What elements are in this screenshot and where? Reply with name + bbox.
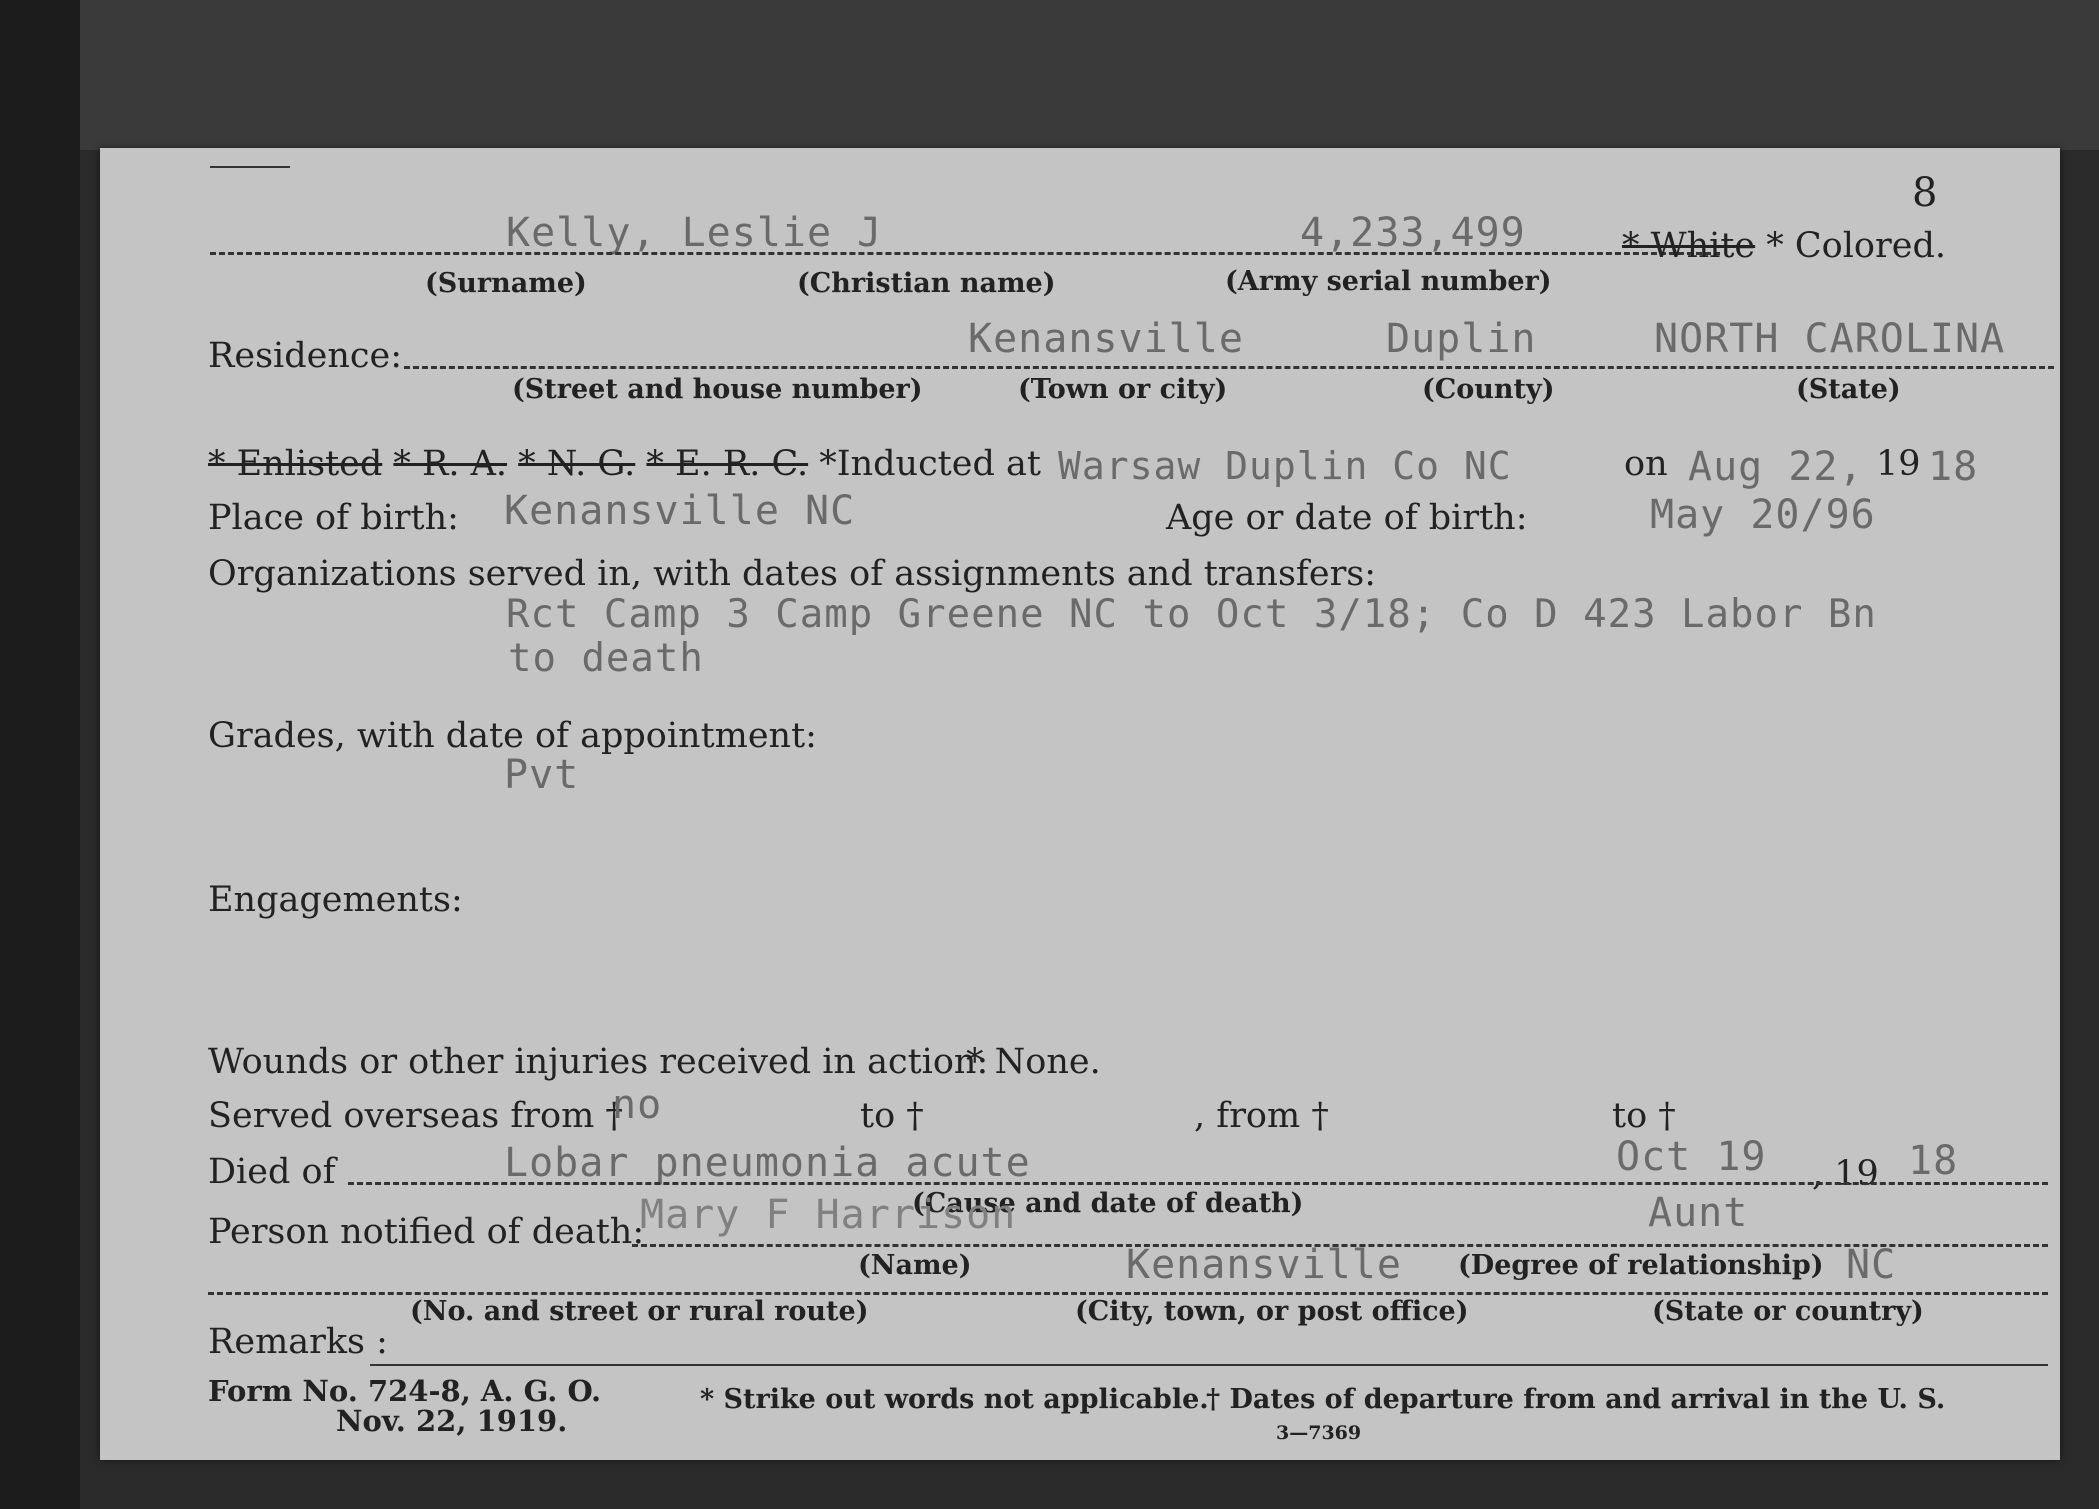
serial-caption: (Army serial number) bbox=[1225, 266, 1552, 297]
town-caption: (Town or city) bbox=[1018, 374, 1228, 405]
death-caption: (Cause and date of death) bbox=[912, 1188, 1304, 1219]
induction-year: 18 bbox=[1928, 444, 1979, 490]
address-city-caption: (City, town, or post office) bbox=[1075, 1296, 1469, 1327]
death-year: 18 bbox=[1908, 1138, 1959, 1184]
notified-state: NC bbox=[1846, 1242, 1897, 1288]
colored-label: * Colored. bbox=[1766, 226, 1946, 266]
scan-backdrop-left bbox=[0, 0, 80, 1509]
died-label: Died of bbox=[208, 1152, 336, 1192]
residence-state: NORTH CAROLINA bbox=[1654, 316, 2006, 362]
page-number: 8 bbox=[1912, 170, 1938, 216]
service-record-card bbox=[100, 148, 2060, 1460]
inducted-place: Warsaw Duplin Co NC bbox=[1058, 444, 1512, 488]
death-date: Oct 19 bbox=[1616, 1134, 1767, 1180]
overseas-to2-label: to † bbox=[1612, 1096, 1676, 1136]
residence-line bbox=[404, 366, 2054, 369]
county-caption: (County) bbox=[1422, 374, 1555, 405]
grades-label: Grades, with date of appointment: bbox=[208, 716, 817, 756]
residence-label: Residence: bbox=[208, 336, 402, 376]
wounds-value: * None. bbox=[966, 1042, 1101, 1082]
state-caption: (State) bbox=[1796, 374, 1901, 405]
strike-note: * Strike out words not applicable. bbox=[700, 1384, 1209, 1415]
print-code: 3—7369 bbox=[1276, 1422, 1362, 1444]
race-options bbox=[1622, 226, 1946, 266]
enlisted-label: * Enlisted bbox=[208, 444, 383, 484]
ra-label: * R. A. bbox=[393, 444, 508, 484]
corner-mark bbox=[210, 166, 290, 168]
white-label: * White bbox=[1622, 226, 1756, 266]
street-caption: (Street and house number) bbox=[512, 374, 923, 405]
form-number: Form No. 724-8, A. G. O. bbox=[208, 1374, 602, 1408]
christian-caption: (Christian name) bbox=[797, 268, 1056, 299]
notified-relationship: Aunt bbox=[1648, 1190, 1749, 1236]
induction-year-prefix: 19 bbox=[1876, 444, 1921, 484]
relationship-caption: (Degree of relationship) bbox=[1458, 1250, 1824, 1281]
enlistment-options bbox=[208, 444, 1041, 484]
notified-label: Person notified of death: bbox=[208, 1212, 645, 1252]
remarks-line bbox=[370, 1364, 2048, 1366]
notified-name: Mary F Harrison bbox=[640, 1192, 1017, 1238]
address-street-caption: (No. and street or rural route) bbox=[410, 1296, 869, 1327]
overseas-value: no bbox=[612, 1082, 663, 1128]
induction-date: Aug 22, bbox=[1688, 444, 1864, 490]
address-line bbox=[208, 1292, 2048, 1295]
engagements-label: Engagements: bbox=[208, 880, 463, 920]
death-line bbox=[348, 1182, 2048, 1185]
surname-caption: (Surname) bbox=[425, 268, 587, 299]
address-state-caption: (State or country) bbox=[1652, 1296, 1924, 1327]
organizations-line2: to death bbox=[508, 636, 704, 681]
birth-place: Kenansville NC bbox=[504, 488, 856, 534]
overseas-label: Served overseas from † bbox=[208, 1096, 623, 1136]
remarks-label: Remarks : bbox=[208, 1322, 388, 1362]
serial-typed: 4,233,499 bbox=[1300, 210, 1526, 256]
notified-name-caption: (Name) bbox=[858, 1250, 972, 1281]
inducted-label: *Inducted at bbox=[819, 444, 1041, 484]
wounds-label: Wounds or other injuries received in action: bbox=[208, 1042, 989, 1082]
overseas-from-label: , from † bbox=[1194, 1096, 1329, 1136]
name-line bbox=[210, 252, 1720, 255]
notified-city: Kenansville bbox=[1126, 1242, 1402, 1288]
ng-label: * N. G. bbox=[518, 444, 636, 484]
residence-county: Duplin bbox=[1386, 316, 1537, 362]
birth-date: May 20/96 bbox=[1650, 492, 1876, 538]
form-date: Nov. 22, 1919. bbox=[336, 1404, 568, 1438]
birth-place-label: Place of birth: bbox=[208, 498, 459, 538]
grades-value: Pvt bbox=[504, 752, 580, 798]
birth-date-label: Age or date of birth: bbox=[1166, 498, 1528, 538]
on-label: on bbox=[1624, 444, 1668, 484]
death-year-prefix: , 19 bbox=[1812, 1154, 1879, 1194]
death-cause: Lobar pneumonia acute bbox=[504, 1140, 1031, 1186]
organizations-line1: Rct Camp 3 Camp Greene NC to Oct 3/18; Co D 423 Labor Bn bbox=[506, 592, 1877, 637]
overseas-to-label: to † bbox=[860, 1096, 924, 1136]
erc-label: * E. R. C. bbox=[646, 444, 809, 484]
residence-town: Kenansville bbox=[968, 316, 1244, 362]
scan-backdrop-top bbox=[0, 0, 2099, 150]
dates-note: † Dates of departure from and arrival in the U. S. bbox=[1206, 1384, 1946, 1415]
organizations-label: Organizations served in, with dates of assignments and transfers: bbox=[208, 554, 1377, 594]
name-typed: Kelly, Leslie J bbox=[506, 210, 883, 256]
